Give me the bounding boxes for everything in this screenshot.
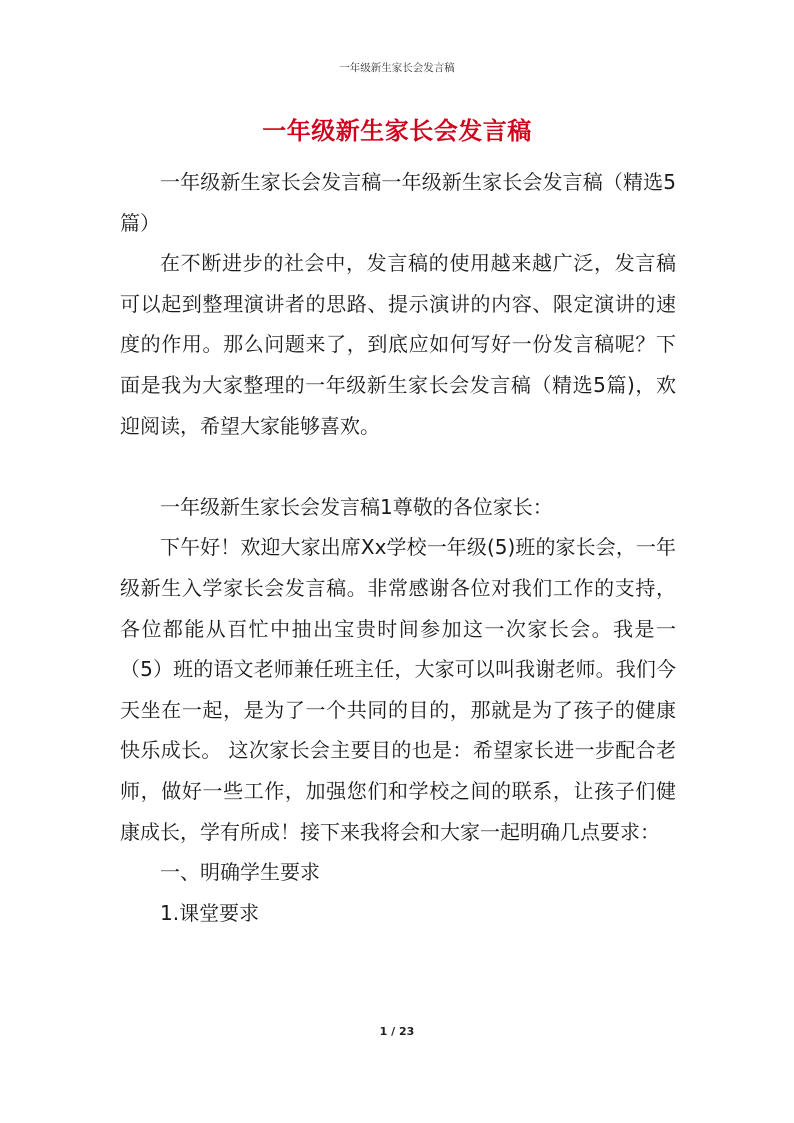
- blank-line: [120, 446, 676, 487]
- subsection-heading: 1.课堂要求: [160, 900, 260, 925]
- running-header: 一年级新生家长会发言稿: [339, 62, 455, 74]
- page-number: 1 / 23: [379, 1025, 415, 1038]
- paragraph-intro: 在不断进步的社会中，发言稿的使用越来越广泛，发言稿可以起到整理演讲者的思路、提示演讲的内容、限定演讲的速度的作用。那么问题来了，到底应如何写好一份发言稿呢？下面是我为大家整理的一年级新生家长会发言稿（精选5篇)，欢迎阅读，希望大家能够喜欢。: [120, 251, 676, 438]
- paragraph-speech-body: 下午好！欢迎大家出席Xx学校一年级(5)班的家长会，一年级新生入学家长会发言稿。非常感谢各位对我们工作的支持，各位都能从百忙中抽出宝贵时间参加这一次家长会。我是一（5）班的语文老师兼任班主任，大家可以叫我谢老师。我们今天坐在一起，是为了一个共同的目的，那就是为了孩子的健康快乐成长。 这次家长会主要目的也是：希望家长进一步配合老师，做好一些工作，加强您们和学校之间的联系，让孩子们健康成长，学有所成！接下来我将会和大家一起明确几点要求：: [120, 535, 676, 844]
- document-body: [120, 162, 676, 933]
- paragraph-speech-heading: 一年级新生家长会发言稿1尊敬的各位家长：: [160, 494, 553, 519]
- paragraph-intro-title: 一年级新生家长会发言稿一年级新生家长会发言稿（精选5篇）: [120, 170, 676, 235]
- document-title: 一年级新生家长会发言稿: [262, 117, 532, 145]
- section-heading: 一、明确学生要求: [160, 860, 320, 885]
